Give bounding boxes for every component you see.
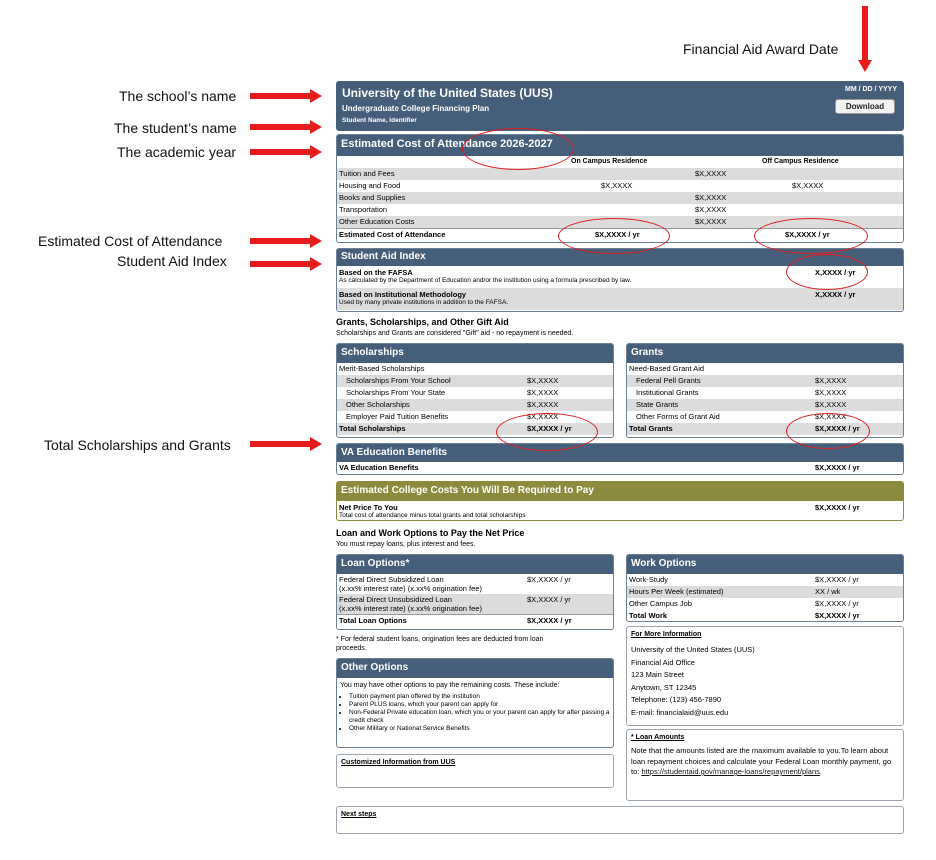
award-date: MM / DD / YYYY bbox=[845, 86, 897, 93]
loan-unsub-value: $X,XXXX / yr bbox=[527, 595, 571, 604]
loans-total-row bbox=[337, 614, 613, 626]
highlight-ellipse-scholarships bbox=[496, 413, 598, 451]
col-off-campus: Off Campus Residence bbox=[762, 158, 839, 165]
item-value: $X,XXXX bbox=[815, 400, 847, 409]
highlight-ellipse-sai bbox=[786, 254, 868, 290]
item-label: Scholarships From Your State bbox=[346, 388, 446, 397]
highlight-ellipse-coa-off bbox=[754, 218, 868, 254]
loan-footnote-2: proceeds. bbox=[336, 645, 367, 652]
net-note: Total cost of attendance minus total grants and total scholarships bbox=[339, 512, 526, 519]
coa-row bbox=[337, 192, 903, 204]
item-label: Other Forms of Grant Aid bbox=[636, 412, 720, 421]
net-row bbox=[337, 501, 903, 521]
gift-aid-heading: Grants, Scholarships, and Other Gift Aid bbox=[336, 317, 509, 327]
work-title: Work Options bbox=[627, 555, 903, 574]
annotation-estimated-coa: Estimated Cost of Attendance bbox=[38, 233, 223, 249]
annotation-academic-year: The academic year bbox=[117, 144, 237, 160]
list-item bbox=[627, 399, 903, 411]
item-label: Other Scholarships bbox=[346, 400, 410, 409]
coa-row-off: $X,XXXX bbox=[792, 181, 824, 190]
loan-sub-note: (x.xx% interest rate) (x.xx% origination fee) bbox=[339, 584, 482, 593]
sai-im-note: Used by many private institutions in addition to the FAFSA. bbox=[339, 299, 509, 306]
item-value: $X,XXXX bbox=[815, 412, 847, 421]
grants-total-value: $X,XXXX / yr bbox=[815, 424, 860, 433]
list-item bbox=[627, 387, 903, 399]
work-row-value: XX / wk bbox=[815, 587, 841, 596]
sai-im-label: Based on Institutional Methodology bbox=[339, 290, 467, 299]
work-row-value: $X,XXXX / yr bbox=[815, 575, 859, 584]
va-title: VA Education Benefits bbox=[337, 444, 903, 462]
coa-row-mid: $X,XXXX bbox=[695, 205, 727, 214]
loan-work-heading: Loan and Work Options to Pay the Net Price bbox=[336, 528, 525, 538]
school-name: University of the United States (UUS) bbox=[342, 86, 553, 100]
list-item bbox=[337, 399, 613, 411]
item-label: Federal Pell Grants bbox=[636, 376, 701, 385]
coa-row bbox=[337, 168, 903, 180]
loans-total-value: $X,XXXX / yr bbox=[527, 616, 572, 625]
highlight-ellipse-academic-year bbox=[462, 128, 574, 170]
coa-row-mid: $X,XXXX bbox=[695, 217, 727, 226]
highlight-ellipse-grants bbox=[786, 413, 870, 449]
coa-column-headers bbox=[337, 156, 903, 168]
student-name: Student Name, Identifier bbox=[342, 117, 417, 124]
loan-unsub-note: (x.xx% interest rate) (x.xx% origination fee) bbox=[339, 604, 482, 613]
coa-row-label: Books and Supplies bbox=[339, 193, 406, 202]
red-arrow-right-icon bbox=[250, 437, 322, 451]
scholarships-title: Scholarships bbox=[337, 344, 613, 363]
grants-title: Grants bbox=[627, 344, 903, 363]
work-row bbox=[627, 586, 903, 598]
red-arrow-right-icon bbox=[250, 120, 322, 134]
item-value: $X,XXXX bbox=[527, 412, 559, 421]
loans-total-label: Total Loan Options bbox=[339, 616, 407, 625]
header-panel bbox=[336, 81, 904, 131]
red-arrow-right-icon bbox=[250, 234, 322, 248]
va-label: VA Education Benefits bbox=[339, 463, 419, 472]
loan-sub-label: Federal Direct Subsidized Loan bbox=[339, 575, 444, 584]
loan-footnote-1: * For federal student loans, origination fees are deducted from loan bbox=[336, 636, 544, 643]
coa-row bbox=[337, 204, 903, 216]
loan-amounts-end: . bbox=[819, 767, 822, 776]
other-intro: You may have other options to pay the remaining costs. These include: bbox=[340, 682, 560, 689]
item-label: State Grants bbox=[636, 400, 679, 409]
work-total-label: Total Work bbox=[629, 611, 668, 620]
bullet-item: • Non-Federal Private education loan, which you or your parent can apply for after passing a credit check bbox=[349, 709, 613, 725]
sai-fafsa-label: Based on the FAFSA bbox=[339, 268, 413, 277]
annotation-school-name: The school’s name bbox=[119, 88, 237, 104]
coa-row-label: Other Education Costs bbox=[339, 217, 415, 226]
work-row bbox=[627, 574, 903, 586]
net-price-panel bbox=[336, 481, 904, 521]
info-line: Telephone: (123) 456-7890 bbox=[631, 695, 722, 704]
gift-aid-note: Scholarships and Grants are considered "Gift" aid - no repayment is needed. bbox=[336, 330, 574, 337]
item-label: Employer Paid Tuition Benefits bbox=[346, 412, 449, 421]
loan-sub-row bbox=[337, 574, 613, 594]
sai-fafsa-value: X,XXXX / yr bbox=[815, 268, 856, 277]
annotation-student-aid-index: Student Aid Index bbox=[117, 253, 227, 269]
scholarships-total-value: $X,XXXX / yr bbox=[527, 424, 572, 433]
loan-sub-value: $X,XXXX / yr bbox=[527, 575, 571, 584]
loan-amounts-text: Note that the amounts listed are the maximum available to you.To learn about loan repayment choices and calculate your Federal Loan monthly payment, go to: bbox=[631, 746, 892, 776]
more-info-title: For More Information bbox=[631, 631, 702, 638]
loan-unsub-label: Federal Direct Unsubsidized Loan bbox=[339, 595, 452, 604]
item-label: Need-Based Grant Aid bbox=[629, 364, 705, 373]
va-value: $X,XXXX / yr bbox=[815, 463, 860, 472]
info-line: Anytown, ST 12345 bbox=[631, 682, 697, 692]
repayment-plans-link[interactable]: https://studentaid.gov/manage-loans/repayment/plans bbox=[641, 767, 820, 776]
coa-title: Estimated Cost of Attendance 2026-2027 bbox=[337, 135, 903, 156]
net-label: Net Price To You bbox=[339, 503, 398, 512]
coa-row-label: Housing and Food bbox=[339, 181, 401, 190]
work-row bbox=[627, 598, 903, 610]
loan-options-panel bbox=[336, 554, 614, 630]
net-title: Estimated College Costs You Will Be Required to Pay bbox=[337, 482, 903, 501]
info-line: University of the United States (UUS) bbox=[631, 645, 755, 654]
scholarships-total-label: Total Scholarships bbox=[339, 424, 406, 433]
item-value: $X,XXXX bbox=[527, 376, 559, 385]
coa-row-mid: $X,XXXX bbox=[695, 193, 727, 202]
grants-total-label: Total Grants bbox=[629, 424, 673, 433]
work-row-label: Hours Per Week (estimated) bbox=[629, 587, 724, 596]
coa-row bbox=[337, 180, 903, 192]
next-steps-title: Next steps bbox=[341, 811, 377, 818]
work-options-panel bbox=[626, 554, 904, 622]
work-total-value: $X,XXXX / yr bbox=[815, 611, 860, 620]
item-value: $X,XXXX bbox=[527, 400, 559, 409]
item-label: Scholarships From Your School bbox=[346, 376, 451, 385]
loans-title: Loan Options* bbox=[337, 555, 613, 574]
red-arrow-down-icon bbox=[858, 6, 872, 72]
col-on-campus: On Campus Residence bbox=[571, 158, 648, 165]
customized-info-title: Customized Information from UUS bbox=[341, 759, 456, 766]
coa-total-on: $X,XXXX / yr bbox=[595, 230, 640, 239]
plan-title: Undergraduate College Financing Plan bbox=[342, 104, 490, 113]
loan-amounts-title: * Loan Amounts bbox=[631, 734, 685, 741]
more-info-panel bbox=[626, 626, 904, 726]
annotation-total-scholarships-grants: Total Scholarships and Grants bbox=[44, 437, 231, 453]
list-item bbox=[337, 387, 613, 399]
sai-title: Student Aid Index bbox=[337, 249, 903, 266]
list-item bbox=[627, 375, 903, 387]
coa-total-label: Estimated Cost of Attendance bbox=[339, 230, 446, 239]
sai-im-value: X,XXXX / yr bbox=[815, 290, 856, 299]
red-arrow-right-icon bbox=[250, 257, 322, 271]
list-item bbox=[337, 375, 613, 387]
next-steps-panel bbox=[336, 806, 904, 834]
loan-work-note: You must repay loans, plus interest and fees. bbox=[336, 541, 476, 548]
loan-unsub-row bbox=[337, 594, 613, 614]
other-options-panel bbox=[336, 658, 614, 748]
bullet-item: • Parent PLUS loans, which your parent can apply for bbox=[349, 701, 613, 709]
info-line: Financial Aid Office bbox=[631, 657, 696, 667]
item-label: Institutional Grants bbox=[636, 388, 699, 397]
va-row bbox=[337, 462, 903, 474]
list-item bbox=[627, 363, 903, 375]
bullet-item: • Other Military or National Service Benefits bbox=[349, 725, 613, 733]
list-item bbox=[337, 363, 613, 375]
download-button[interactable]: Download bbox=[835, 99, 895, 114]
coa-row-label: Tuition and Fees bbox=[339, 169, 395, 178]
loan-amounts-panel bbox=[626, 729, 904, 801]
work-total-row bbox=[627, 610, 903, 622]
item-label: Merit-Based Scholarships bbox=[339, 364, 425, 373]
other-title: Other Options bbox=[337, 659, 613, 678]
info-line: E-mail: financialaid@uus.edu bbox=[631, 707, 729, 717]
red-arrow-right-icon bbox=[250, 145, 322, 159]
red-arrow-right-icon bbox=[250, 89, 322, 103]
work-row-label: Work-Study bbox=[629, 575, 669, 584]
net-value: $X,XXXX / yr bbox=[815, 503, 860, 512]
item-value: $X,XXXX bbox=[527, 388, 559, 397]
coa-row-mid: $X,XXXX bbox=[695, 169, 727, 178]
sai-fafsa-note: As calculated by the Department of Education and/or the institution using a formula prescribed by law. bbox=[339, 277, 632, 284]
bullet-item: • Tuition payment plan offered by the institution bbox=[349, 693, 613, 701]
work-row-label: Other Campus Job bbox=[629, 599, 692, 608]
info-line: 123 Main Street bbox=[631, 670, 684, 679]
annotation-student-name: The student’s name bbox=[114, 120, 237, 136]
highlight-ellipse-coa-on bbox=[558, 218, 670, 254]
item-value: $X,XXXX bbox=[815, 388, 847, 397]
sai-im-row bbox=[337, 288, 903, 310]
work-row-value: $X,XXXX / yr bbox=[815, 599, 859, 608]
other-options-list bbox=[337, 693, 613, 733]
coa-total-off: $X,XXXX / yr bbox=[785, 230, 830, 239]
item-value: $X,XXXX bbox=[815, 376, 847, 385]
coa-row-on: $X,XXXX bbox=[601, 181, 633, 190]
customized-info-panel bbox=[336, 754, 614, 788]
annotation-award-date: Financial Aid Award Date bbox=[683, 41, 839, 57]
coa-row-label: Transportation bbox=[339, 205, 388, 214]
